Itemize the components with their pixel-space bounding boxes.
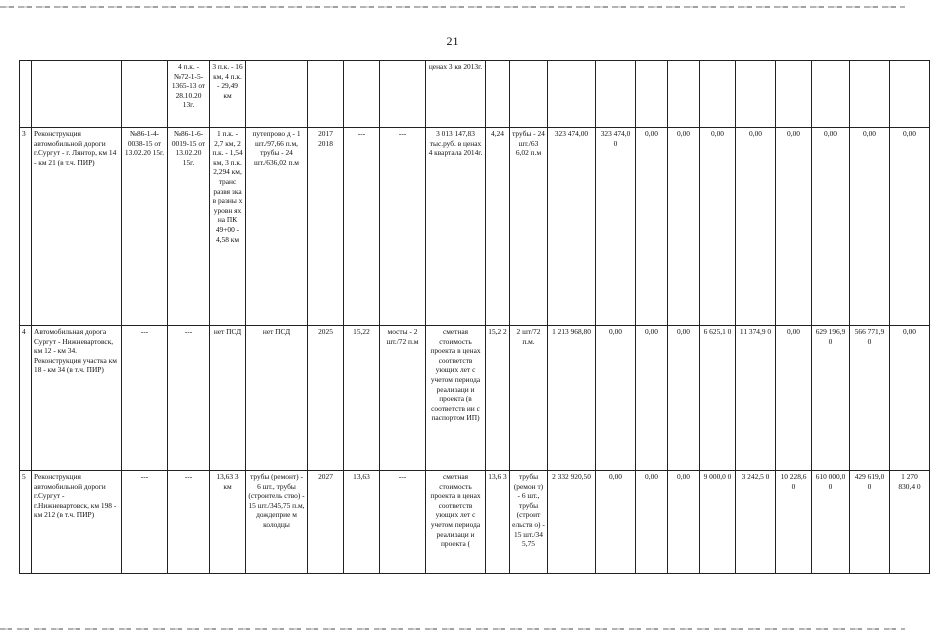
cell-expertise-2: --- bbox=[168, 471, 210, 574]
cell-km-2: 13,6 3 bbox=[486, 471, 510, 574]
cell-year-value bbox=[776, 61, 812, 128]
cell-object: Автомобильная дорога Сургут - Нижневартовск, км 12 - км 34. Реконструкция участка км 18 - км 34 (в т.ч. ПИР) bbox=[32, 326, 122, 471]
scan-edge-bottom bbox=[0, 628, 905, 630]
cell-total: 1 213 968,80 bbox=[548, 326, 596, 471]
cell-year-value: 0,00 bbox=[776, 326, 812, 471]
cell-expertise: №86-1-4-0038-15 от 13.02.20 15г. bbox=[122, 128, 168, 326]
cell-cost: сметная стоимость проекта в ценах соответств ующих лет с учетом периода реализаци и проекта ( bbox=[426, 471, 486, 574]
cell-structures bbox=[246, 61, 308, 128]
cell-km-2: 4,24 bbox=[486, 128, 510, 326]
cell-length: 13,63 3 км bbox=[210, 471, 246, 574]
cell-structures-2: 2 шт/72 п.м. bbox=[510, 326, 548, 471]
cell-object: Реконструкция автомобильной дороги г.Сургут - г. Лянтор, км 14 - км 21 (в т.ч. ПИР) bbox=[32, 128, 122, 326]
cell-year-value: 0,00 bbox=[700, 128, 736, 326]
scan-edge-top bbox=[0, 6, 905, 8]
cell-year-value: 0,00 bbox=[636, 471, 668, 574]
cell-year-value: 566 771,9 0 bbox=[850, 326, 890, 471]
cell-years: 2027 bbox=[308, 471, 344, 574]
cell-expertise-2: --- bbox=[168, 326, 210, 471]
cell-bridges: --- bbox=[380, 128, 426, 326]
cell-years bbox=[308, 61, 344, 128]
cell-expertise-2: №86-1-6-0019-15 от 13.02.20 15г. bbox=[168, 128, 210, 326]
cell-structures: нет ПСД bbox=[246, 326, 308, 471]
table-row bbox=[20, 128, 930, 326]
cell-year-value: 610 000,0 0 bbox=[812, 471, 850, 574]
cell-total: 323 474,00 bbox=[548, 128, 596, 326]
cell-length: нет ПСД bbox=[210, 326, 246, 471]
cell-structures-2: трубы (ремон т) - 6 шт., трубы (строит ельств о) - 15 шт./34 5,75 bbox=[510, 471, 548, 574]
page-number: 21 bbox=[446, 34, 459, 48]
cell-year-value bbox=[850, 61, 890, 128]
table-row bbox=[20, 61, 930, 128]
cell-year-value: 0,00 bbox=[668, 128, 700, 326]
cell-year-value: 0,00 bbox=[850, 128, 890, 326]
cell-year-value: 0,00 bbox=[890, 128, 930, 326]
cell-bridges: --- bbox=[380, 471, 426, 574]
cell-km bbox=[344, 61, 380, 128]
cell-year-value: 0,00 bbox=[736, 128, 776, 326]
cell-year-value: 0,00 bbox=[668, 471, 700, 574]
cell-year-value: 9 000,0 0 bbox=[700, 471, 736, 574]
cell-expertise bbox=[122, 61, 168, 128]
cell-year-value: 0,00 bbox=[812, 128, 850, 326]
cell-year-value bbox=[700, 61, 736, 128]
cell-total: 2 332 920,50 bbox=[548, 471, 596, 574]
cell-km: 15,22 bbox=[344, 326, 380, 471]
cell-structures: трубы (ремонт) - 6 шт., трубы (строитель ство) - 15 шт./345,75 п.м, дождеприе м колодцы bbox=[246, 471, 308, 574]
cell-year-value: 429 619,0 0 bbox=[850, 471, 890, 574]
cell-cost: сметная стоимость проекта в ценах соответств ующих лет с учетом периода реализаци и проекта (в соответств ии с паспортом ИП) bbox=[426, 326, 486, 471]
cell-km-2: 15,2 2 bbox=[486, 326, 510, 471]
cell-object bbox=[32, 61, 122, 128]
cell-structures-2: трубы - 24 шт./63 6,02 п.м bbox=[510, 128, 548, 326]
table-row bbox=[20, 326, 930, 471]
cell-year-value: 0,00 bbox=[596, 471, 636, 574]
cell-year-value: 0,00 bbox=[776, 128, 812, 326]
projects-table bbox=[19, 60, 930, 574]
cell-year-value: 11 374,9 0 bbox=[736, 326, 776, 471]
cell-year-value: 3 242,5 0 bbox=[736, 471, 776, 574]
cell-year-value: 1 270 830,4 0 bbox=[890, 471, 930, 574]
cell-year-value: 0,00 bbox=[668, 326, 700, 471]
cell-year-value: 629 196,9 0 bbox=[812, 326, 850, 471]
cell-year-value bbox=[812, 61, 850, 128]
cell-km: --- bbox=[344, 128, 380, 326]
cell-year-value bbox=[890, 61, 930, 128]
cell-year-value: 10 228,6 0 bbox=[776, 471, 812, 574]
cell-structures-2 bbox=[510, 61, 548, 128]
cell-years: 2025 bbox=[308, 326, 344, 471]
cell-structures: путепрово д - 1 шт./97,66 п.м, трубы - 24 шт./636,02 п.м bbox=[246, 128, 308, 326]
cell-bridges bbox=[380, 61, 426, 128]
cell-num: 4 bbox=[20, 326, 32, 471]
cell-num bbox=[20, 61, 32, 128]
cell-expertise: --- bbox=[122, 326, 168, 471]
cell-year-value: 0,00 bbox=[636, 128, 668, 326]
cell-year-value bbox=[736, 61, 776, 128]
cell-year-value: 0,00 bbox=[636, 326, 668, 471]
cell-bridges: мосты - 2 шт./72 п.м bbox=[380, 326, 426, 471]
cell-years: 2017 2018 bbox=[308, 128, 344, 326]
cell-km: 13,63 bbox=[344, 471, 380, 574]
cell-length: 1 п.к. - 2,7 км, 2 п.к. - 1,54 км, 3 п.к. 2,294 км, транс развя зка в разны х уровн ях на ПК 49+00 - 4,58 км bbox=[210, 128, 246, 326]
cell-expertise-2: 4 п.к. - №72-1-5-1365-13 от 28.10.20 13г. bbox=[168, 61, 210, 128]
cell-cost: 3 013 147,83 тыс.руб. в ценах 4 квартала 2014г. bbox=[426, 128, 486, 326]
cell-year-value: 0,00 bbox=[890, 326, 930, 471]
cell-year-value bbox=[636, 61, 668, 128]
cell-year-value: 0,00 bbox=[596, 326, 636, 471]
cell-km-2 bbox=[486, 61, 510, 128]
cell-num: 3 bbox=[20, 128, 32, 326]
table-row bbox=[20, 471, 930, 574]
cell-num: 5 bbox=[20, 471, 32, 574]
cell-total bbox=[548, 61, 596, 128]
cell-year-value: 323 474,0 0 bbox=[596, 128, 636, 326]
cell-cost: ценах 3 кв 2013г. bbox=[426, 61, 486, 128]
cell-year-value bbox=[668, 61, 700, 128]
cell-year-value bbox=[596, 61, 636, 128]
cell-length: 3 п.к. - 16 км, 4 п.к. - 29,49 км bbox=[210, 61, 246, 128]
cell-year-value: 6 625,1 0 bbox=[700, 326, 736, 471]
cell-expertise: --- bbox=[122, 471, 168, 574]
cell-object: Реконструкция автомобильной дороги г.Сургут - г.Нижневартовск, км 198 - км 212 (в т.ч. ПИР) bbox=[32, 471, 122, 574]
